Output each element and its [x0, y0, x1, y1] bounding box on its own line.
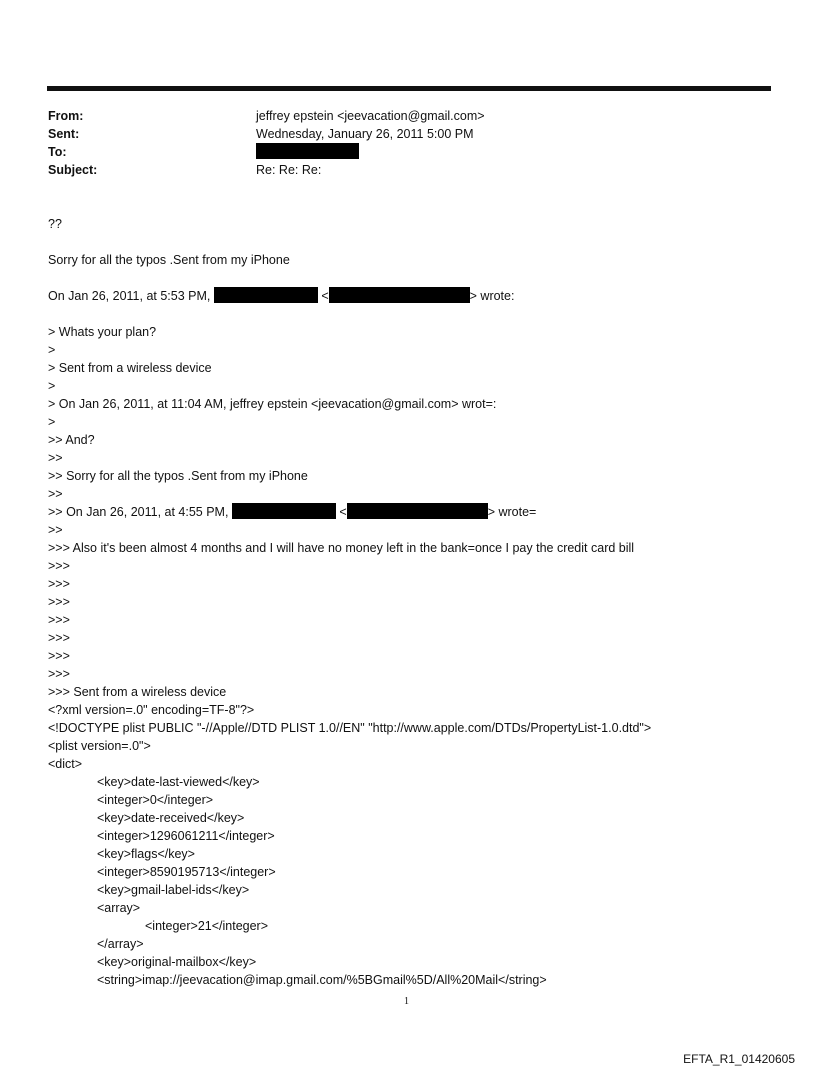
body-line: >>> [48, 667, 70, 681]
body-line: > Whats your plan? [48, 325, 157, 339]
header-rule [47, 86, 771, 91]
body-line: <integer>1296061211</integer> [97, 829, 275, 843]
body-text: < [335, 505, 347, 519]
quoted-header-line [48, 287, 514, 305]
body-line: <string>imap://jeevacation@imap.gmail.com/%5BGmail%5D/All%20Mail</string> [97, 973, 547, 987]
to-value-redacted [256, 143, 359, 161]
quoted-header-line [48, 503, 536, 521]
body-line: >>> [48, 577, 70, 591]
document-id: EFTA_R1_01420605 [683, 1052, 795, 1066]
body-line: Sorry for all the typos .Sent from my iPhone [48, 253, 290, 267]
body-text: On Jan 26, 2011, at 5:53 PM, [48, 289, 214, 303]
body-line: <key>date-received</key> [97, 811, 245, 825]
body-line: >>> [48, 649, 70, 663]
body-line: <plist version=.0"> [48, 739, 151, 753]
body-line: >>> Sent from a wireless device [48, 685, 227, 699]
body-line: >> Sorry for all the typos .Sent from my iPhone [48, 469, 308, 483]
body-line: ?? [48, 217, 62, 231]
body-line: >> [48, 487, 63, 501]
body-line: > Sent from a wireless device [48, 361, 212, 375]
body-line: >>> Also it's been almost 4 months and I will have no money left in the bank=once I pay the credit card bill [48, 541, 635, 555]
sent-label: Sent: [48, 127, 80, 141]
body-line: >>> [48, 631, 70, 645]
body-line: <?xml version=.0" encoding=TF-8"?> [48, 703, 255, 717]
body-text: < [317, 289, 329, 303]
body-line: <key>gmail-label-ids</key> [97, 883, 250, 897]
body-line: <key>original-mailbox</key> [97, 955, 257, 969]
body-line: >>> [48, 595, 70, 609]
redaction-box [347, 503, 488, 519]
body-line: >> [48, 451, 63, 465]
body-line: <integer>21</integer> [145, 919, 269, 933]
redaction-box [214, 287, 318, 303]
redaction-box [232, 503, 336, 519]
from-label: From: [48, 109, 84, 123]
body-line: <array> [97, 901, 141, 915]
subject-value: Re: Re: Re: [256, 163, 322, 177]
body-line: >> And? [48, 433, 95, 447]
body-line: > [48, 343, 56, 357]
body-line: <integer>0</integer> [97, 793, 214, 807]
body-line: <integer>8590195713</integer> [97, 865, 276, 879]
body-text: > wrote= [487, 505, 537, 519]
body-line: <dict> [48, 757, 83, 771]
body-line: > [48, 379, 56, 393]
body-line: >> [48, 523, 63, 537]
body-line: >>> [48, 559, 70, 573]
redaction-box [256, 143, 359, 159]
sent-value: Wednesday, January 26, 2011 5:00 PM [256, 127, 474, 141]
subject-label: Subject: [48, 163, 98, 177]
body-line: > [48, 415, 56, 429]
body-line: </array> [97, 937, 144, 951]
body-text: > wrote: [469, 289, 515, 303]
body-line: > On Jan 26, 2011, at 11:04 AM, jeffrey epstein <jeevacation@gmail.com> wrot=: [48, 397, 497, 411]
body-line: >>> [48, 613, 70, 627]
redaction-box [329, 287, 470, 303]
body-text: >> On Jan 26, 2011, at 4:55 PM, [48, 505, 232, 519]
to-label: To: [48, 145, 67, 159]
from-value: jeffrey epstein <jeevacation@gmail.com> [256, 109, 485, 123]
page-number: 1 [404, 996, 409, 1007]
body-line: <!DOCTYPE plist PUBLIC "-//Apple//DTD PLIST 1.0//EN" "http://www.apple.com/DTDs/PropertyList-1.0.dtd"> [48, 721, 652, 735]
body-line: <key>date-last-viewed</key> [97, 775, 260, 789]
body-line: <key>flags</key> [97, 847, 195, 861]
